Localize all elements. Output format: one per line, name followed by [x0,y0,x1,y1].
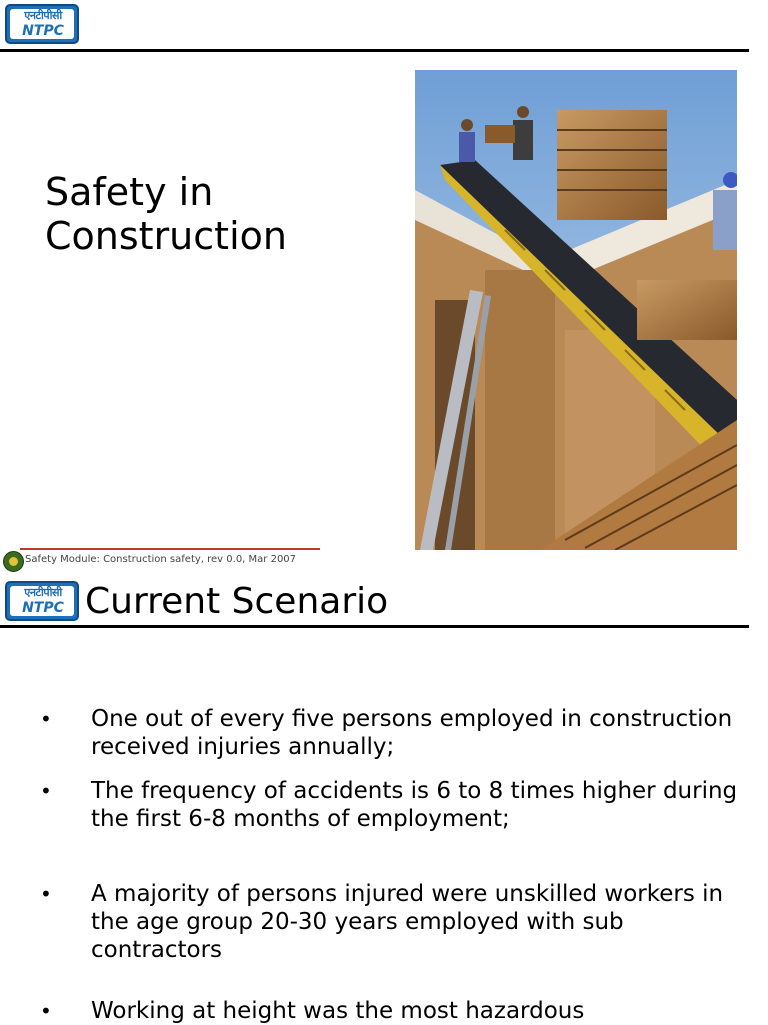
ntpc-logo [5,4,79,44]
slide-title: Current Scenario [85,581,389,622]
slide-title: Safety in Construction [45,170,287,258]
header-divider [0,49,749,52]
bullet-text: A majority of persons injured were unskilled workers in the age group 20-30 years employed with sub contractors [91,881,724,963]
bullet-icon: • [40,707,52,731]
header-divider [0,625,749,628]
logo-english-text: NTPC [22,600,64,616]
bullet-icon: • [40,882,52,906]
bullet-icon: • [40,779,52,803]
bullet-text: Working at height was the most hazardous [91,998,585,1024]
logo-english-text: NTPC [22,23,64,39]
logo-hindi-text: एनटीपीसी [24,586,62,599]
bullet-icon: • [40,999,52,1023]
safety-emblem-icon [3,551,24,572]
footer-text: Safety Module: Construction safety, rev 0.0, Mar 2007 [25,554,297,565]
footer-divider [20,548,320,550]
bullet-text: The frequency of accidents is 6 to 8 times higher during the first 6-8 months of employment; [91,778,738,832]
bullet-text: One out of every five persons employed in construction received injuries annually; [91,706,733,760]
logo-hindi-text: एनटीपीसी [24,9,62,22]
construction-photo [415,70,737,550]
ntpc-logo-slide2 [5,581,79,621]
